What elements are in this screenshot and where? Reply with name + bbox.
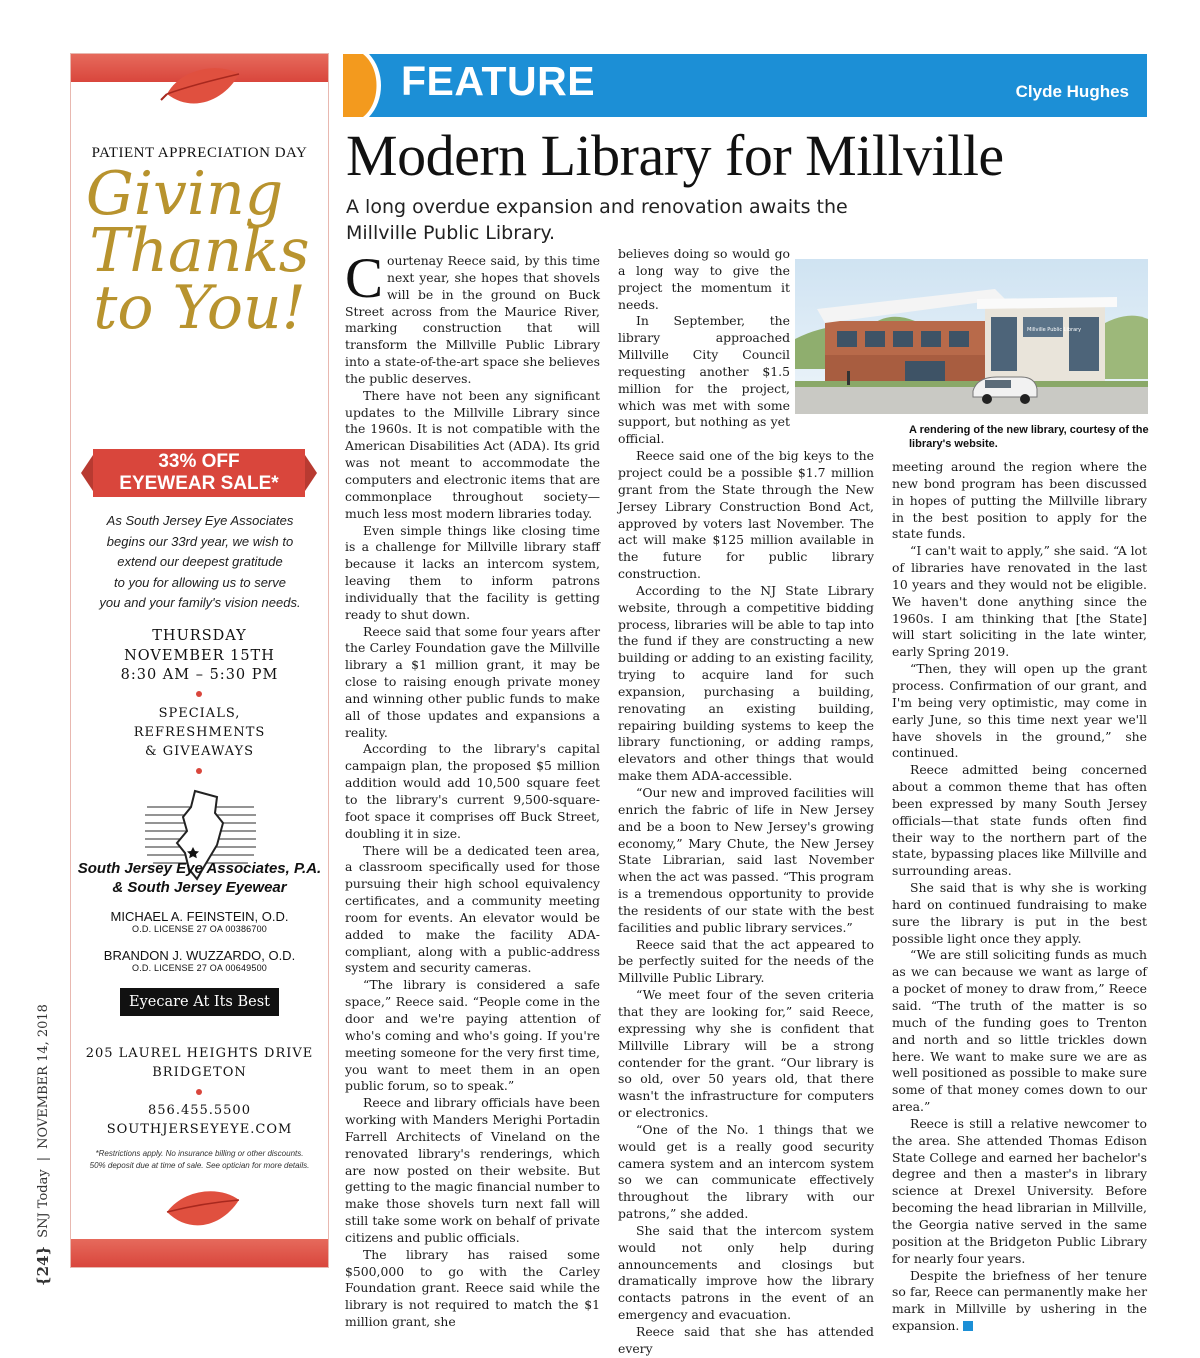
leaf-icon — [163, 64, 243, 116]
article-paragraph: meeting around the region where the new bond program has been discussed in hopes of putting the Millville library in the best position to apply for the state funds. — [892, 459, 1147, 542]
section-header-bar — [343, 54, 1147, 117]
end-of-story-icon — [963, 1321, 973, 1331]
ad-tagline: Eyecare At Its Best — [120, 988, 279, 1016]
page-number: {24} — [34, 1245, 52, 1286]
article-paragraph: “Then, they will open up the grant process. Confirmation of our grant, and I'm being very optimistic, may come in early June, so this time next year we'll have shovels in the ground,” she continued. — [892, 661, 1147, 761]
bullet-dot-icon — [196, 768, 202, 774]
script-line: to You! — [93, 273, 306, 343]
event-time: 8:30 AM – 5:30 PM — [120, 667, 279, 683]
doctor-listing — [71, 909, 328, 934]
article-paragraph: In September, the library approached Millville City Council requesting another $1.5 million for the project, which was met with some support, but nothing as yet official. — [618, 313, 790, 447]
script-line: Giving — [85, 159, 284, 229]
specials-line: REFRESHMENTS — [133, 725, 266, 740]
specials-line: SPECIALS, — [158, 706, 241, 721]
photo-caption: A rendering of the new library, courtesy of the library's website. — [909, 424, 1149, 450]
fine-print-line: 50% deposit due at time of sale. See optician for more details. — [89, 1161, 310, 1170]
ad-script-headline — [71, 159, 328, 343]
address-line: 205 LAUREL HEIGHTS DRIVE — [85, 1046, 314, 1061]
article-headline: Modern Library for Millville — [346, 123, 1004, 188]
event-date: NOVEMBER 15TH — [124, 647, 275, 664]
article-column-3 — [892, 459, 1147, 1334]
article-paragraph: Reece admitted being concerned about a common theme that has often been expressed by many South Jersey officials—that state funds often find their way to the northern part of the state, bypassing places like Millville and surrounding areas. — [892, 762, 1147, 879]
ad-fine-print — [89, 1148, 310, 1172]
event-datetime — [71, 627, 328, 686]
article-paragraph: Reece said that some four years after the Carley Foundation gave the Millville library a $1 million grant, it may be close to raising enough private money and winning other public funds to make all of those updates and expansions a reality. — [345, 623, 600, 740]
doctor-name: MICHAEL A. FEINSTEIN, O.D. — [110, 909, 289, 924]
article-paragraph: “We are still soliciting funds as much as we can because we want as large of a pocket of money to draw from,” Reece said. “The truth of the matter is so much of the funding goes to Trenton and north and so little trickles down here. We want to make sure we are as well positioned as possible to make sure some of that money comes down to our area.” — [892, 947, 1147, 1115]
article-paragraph: “I can't wait to apply,” she said. “A lot of libraries have renovated in the last 10 years and they would not be eligible. We haven't done anything since the 1960s. I am thinking that [the State] will start soliciting in the late winter, early Spring 2019. — [892, 543, 1147, 660]
folio-separator: | — [35, 1156, 51, 1162]
article-paragraph — [345, 247, 600, 388]
article-paragraph: There have not been any significant updates to the Millville Library since the 1960s. It is not compatible with the American Disabilities Act (ADA). Its grid was not meant to accommodate the computers and electronic items that are commonplace throughout society—much less most modern libraries today. — [345, 387, 600, 521]
leaf-icon — [163, 1186, 243, 1238]
bullet-dot-icon — [196, 1089, 202, 1095]
practice-address — [71, 1044, 328, 1082]
website-link: SOUTHJERSEYEYE.COM — [106, 1122, 293, 1137]
article-paragraph: “The library is considered a safe space,” Reece said. “People come in the door and we're paying attention of who's coming and who's going. If you're meeting someone for the very first time, you want to meet them in an open public forum, so to speak.” — [345, 977, 600, 1094]
sale-label: EYEWEAR SALE* — [119, 473, 279, 494]
photo-sign: Millville Public Library — [1027, 327, 1082, 333]
event-specials — [71, 704, 328, 761]
issue-date: NOVEMBER 14, 2018 — [35, 1004, 51, 1149]
specials-line: & GIVEAWAYS — [144, 744, 255, 759]
practice-name — [71, 859, 328, 897]
intro-line: As South Jersey Eye Associates — [106, 513, 294, 528]
article-author: Clyde Hughes — [1015, 82, 1129, 101]
paragraph-text: ourtenay Reece said, by this time next year, she hopes that shovels will be in the ground on Buck Street across from the Maurice River, marking construction that will transform the Millville Public Library into a state-of-the-art space she believes the public deserves. — [345, 253, 600, 386]
doctor-listing — [71, 948, 328, 973]
practice-contact — [71, 1101, 328, 1139]
publication-name: SNJ Today — [35, 1169, 51, 1238]
article-paragraph: “We meet four of the seven criteria that they are looking for,” said Reece, expressing why she is confident that Millville Library will be a strong contender for the grant. “Our library is so old, over 50 years old, that there wasn't the infrastructure for computers or electronics. — [618, 987, 874, 1121]
library-rendering-image — [795, 259, 1148, 414]
script-line: Thanks — [89, 216, 310, 286]
address-line: BRIDGETON — [152, 1065, 247, 1080]
paragraph-text: Despite the briefness of her tenure so far, Reece can permanently make her mark in Millville by ushering in the expansion. — [892, 1267, 1147, 1334]
article-paragraph: Reece said one of the big keys to the project could be a possible $1.7 million grant from the State through the New Jersey Library Construction Bond Act, approved by voters last November. The act will make $125 million available in the future for public library construction. — [618, 448, 874, 582]
article-paragraph — [892, 1268, 1147, 1335]
doctor-license: O.D. LICENSE 27 OA 00649500 — [132, 963, 267, 973]
eyecare-advertisement — [70, 53, 329, 1268]
section-label: FEATURE — [401, 58, 596, 104]
article-paragraph: Even simple things like closing time is a challenge for Millville library staff because it lacks an intercom system, leaving them to inform patrons individually that the facility is getting ready to shut down. — [345, 522, 600, 622]
article-paragraph: Reece is still a relative newcomer to the area. She attended Thomas Edison State College and earned her bachelor's degree and then a master's in library science at Drexel University. Before becoming the head librarian in Millville, the Georgia native served in the same position at the Bridgeton Public Library for nearly four years. — [892, 1115, 1147, 1266]
column-narrow-block — [618, 246, 790, 448]
intro-line: extend our deepest gratitude — [117, 554, 283, 569]
article-paragraph: believes doing so would go a long way to give the project the momentum it needs. — [618, 246, 790, 312]
article-paragraph: The library has raised some $500,000 to go with the Carley Foundation grant. Reece said while the library is not required to match the $1 million grant, she — [345, 1246, 600, 1330]
intro-line: begins our 33rd year, we wish to — [106, 533, 294, 549]
article-paragraph: There will be a dedicated teen area, a classroom specifically used for those pursuing their high school equivalency certificates, and a community meeting room for events. An elevator would be added to make the facility ADA-compliant, along with a public-address system and security cameras. — [345, 842, 600, 976]
drop-cap: C — [345, 247, 384, 310]
sale-percent: 33% OFF — [158, 451, 240, 472]
ad-intro-text — [85, 511, 315, 614]
section-swoosh-icon — [343, 54, 383, 117]
article-paragraph: Reece and library officials have been working with Manders Merighi Portadin Farrell Architects of Vineland on the renovated library's renderings, which are now posted on their website. But getting to the magic financial number to make those shovels turn next fall will still take some work on behalf of private citizens and public officials. — [345, 1095, 600, 1245]
sale-banner — [93, 449, 305, 497]
practice-line: South Jersey Eye Associates, P.A. — [77, 860, 322, 877]
event-day: THURSDAY — [152, 628, 247, 644]
article-paragraph: Reece said that she has attended every — [618, 1324, 874, 1356]
article-paragraph: According to the NJ State Library website, through a competitive bidding process, libraries will be able to tap into the fund if they are constructing a new building or adding to an existing facility, trying to acquire land for such expansion, purchasing a building, renovating an existing building, repairing building systems to keep the library functioning, or adding ramps, elevators and other things that would make them ADA-accessible. — [618, 582, 874, 784]
article-paragraph: According to the library's capital campaign plan, the proposed $5 million addition would add 10,500 square feet to the library's current 9,500-square-foot space it comprises off Buck Street, doubling it in size. — [345, 741, 600, 841]
intro-line: to you for allowing us to serve — [114, 574, 286, 590]
article-paragraph: “One of the No. 1 things that we would get is a really good security camera system and an intercom system so we can communicate effectively throughout the library with our patrons,” she added. — [618, 1121, 874, 1222]
ad-bottom-bar — [71, 1239, 328, 1267]
article-column-1 — [345, 247, 600, 1330]
fine-print-line: *Restrictions apply. No insurance billing or other discounts. — [95, 1149, 304, 1158]
doctor-name: BRANDON J. WUZZARDO, O.D. — [103, 948, 296, 963]
article-paragraph: She said that the intercom system would not only help during announcements and closings but dramatically improve how the library contacts patrons in the event of an emergency and evacuation. — [618, 1222, 874, 1323]
article-paragraph: Reece said that the act appeared to be perfectly suited for the needs of the Millville Public Library. — [618, 936, 874, 986]
article-deck: A long overdue expansion and renovation awaits the Millville Public Library. — [346, 196, 848, 244]
article-paragraph: “Our new and improved facilities will enrich the fabric of life in New Jersey and be a boon to New Jersey's growing economy,” Mary Chute, the New Jersey State Librarian, said last November when the act was passed. “This program is a tremendous opportunity to provide the residents of our state with the best facilities and public library services.” — [618, 785, 874, 935]
bullet-dot-icon — [196, 691, 202, 697]
ad-event-title: PATIENT APPRECIATION DAY — [91, 145, 308, 161]
phone-number: 856.455.5500 — [148, 1103, 251, 1118]
intro-line: you and your family's vision needs. — [99, 595, 301, 610]
article-paragraph: She said that is why she is working hard on continued fundraising to make sure the library is put in the best possible light once they apply. — [892, 880, 1147, 946]
doctor-license: O.D. LICENSE 27 OA 00386700 — [132, 924, 267, 934]
practice-line: & South Jersey Eyewear — [112, 879, 287, 896]
page-folio — [18, 1004, 68, 1286]
